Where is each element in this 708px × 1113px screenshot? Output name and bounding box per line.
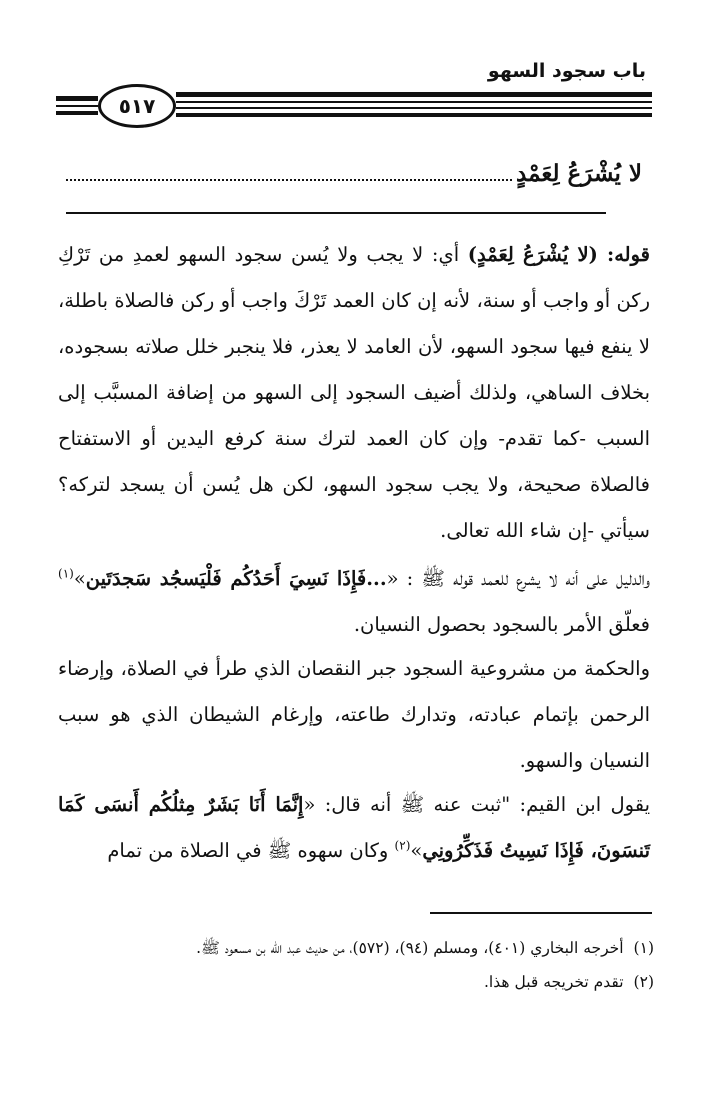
paragraph-1 [58,232,650,554]
paragraph-2-tail: فعلّق الأمر بالسجود بحصول النسيان. [353,613,650,636]
header-rule-left-thick [56,96,98,101]
footnote-2-text: تقدم تخريجه قبل هذا. [484,973,624,991]
paragraph-4-text: يقول ابن القيم: "ثبت عنه ﷺ أنه قال: « [303,793,650,816]
footnote-1-number: (١) [633,939,654,957]
footnote-ref-2: (٢) [394,838,411,853]
paragraph-1-text: أي: لا يجب ولا يُسن سجود السهو لعمدِ من تَرْكِ ركن أو واجب أو سنة، لأنه إن كان العمد تَرْكَ واجب أو ركن فالصلاة باطلة، لا ينفع فيها سجود السهو، لأن العامد لا يعذر، فلا ينجبر خلل صلاته بسجوده، بخلاف الساهي، ولذلك أضيف السجود إلى السهو من إضافة المسبَّب إلى السبب -كما تقدم- وإن كان العمد لترك سنة كرفع اليدين أو الاستفتاح فالصلاة صحيحة، ولا يجب سجود السهو، لكن هل يُسن أن يسجد لتركه؟ سيأتي -إن شاء الله تعالى. [58,243,650,542]
footnote-1-text: أخرجه البخاري (٤٠١)، ومسلم (٩٤)، (٥٧٢)، من حديث عبد الله بن مسعود ﷺ. [196,939,624,957]
paragraph-4-tail: وكان سهوه ﷺ في الصلاة من تمام [107,839,395,862]
header-rule-right-thick [176,92,652,97]
footnote-2-number: (٢) [633,973,654,991]
heading-underline [66,212,606,214]
paragraph-1-prefix: قوله: [597,243,651,266]
paragraph-1-quote: (لا يُشْرَعُ لِعَمْدٍ) [467,243,598,266]
heading-dotted-leader [66,161,512,181]
page-number: ٥١٧ [118,94,156,118]
footnote-ref-1: (١) [58,566,74,581]
paragraph-2-close: » [73,567,86,590]
footnote-1 [58,934,654,962]
paragraph-2 [58,556,650,648]
header-rule-right-thin-2 [176,107,652,109]
section-heading: لا يُشْرَعُ لِعَمْدٍ [516,160,642,187]
header-rule-left-thick-2 [56,111,98,115]
footnote-2 [58,968,654,996]
header-rule-right-thick-2 [176,113,652,117]
footnote-separator [430,912,652,914]
chapter-title: باب سجود السهو [487,60,646,82]
paragraph-3 [58,646,650,784]
paragraph-2-text: والدليل على أنه لا يشرع للعمد قوله ﷺ : « [386,567,650,590]
page-number-badge [98,84,176,128]
paragraph-2-hadith-quote: ...فَإِذَا نَسِيَ أَحَدُكُم فَلْيَسجُد سَجدَتَين [85,567,387,590]
paragraph-4-hadith-quote: إِنَّمَا أَنَا بَشَرٌ مِثلُكُم أَنسَى كَمَا تَنسَونَ، فَإِذَا نَسِيتُ فَذَكِّرُونِي [58,793,650,862]
section-heading-row [66,160,642,196]
paragraph-4-close: » [410,839,423,862]
header-rule-right-thin-1 [176,101,652,103]
paragraph-3-text: والحكمة من مشروعية السجود جبر النقصان الذي طرأ في الصلاة، وإرضاء الرحمن بإتمام عبادته، وتدارك طاعته، وإرغام الشيطان الذي هو سبب النسيان والسهو. [58,657,650,772]
paragraph-4 [58,782,650,874]
header-rule-left-thin [56,105,98,107]
